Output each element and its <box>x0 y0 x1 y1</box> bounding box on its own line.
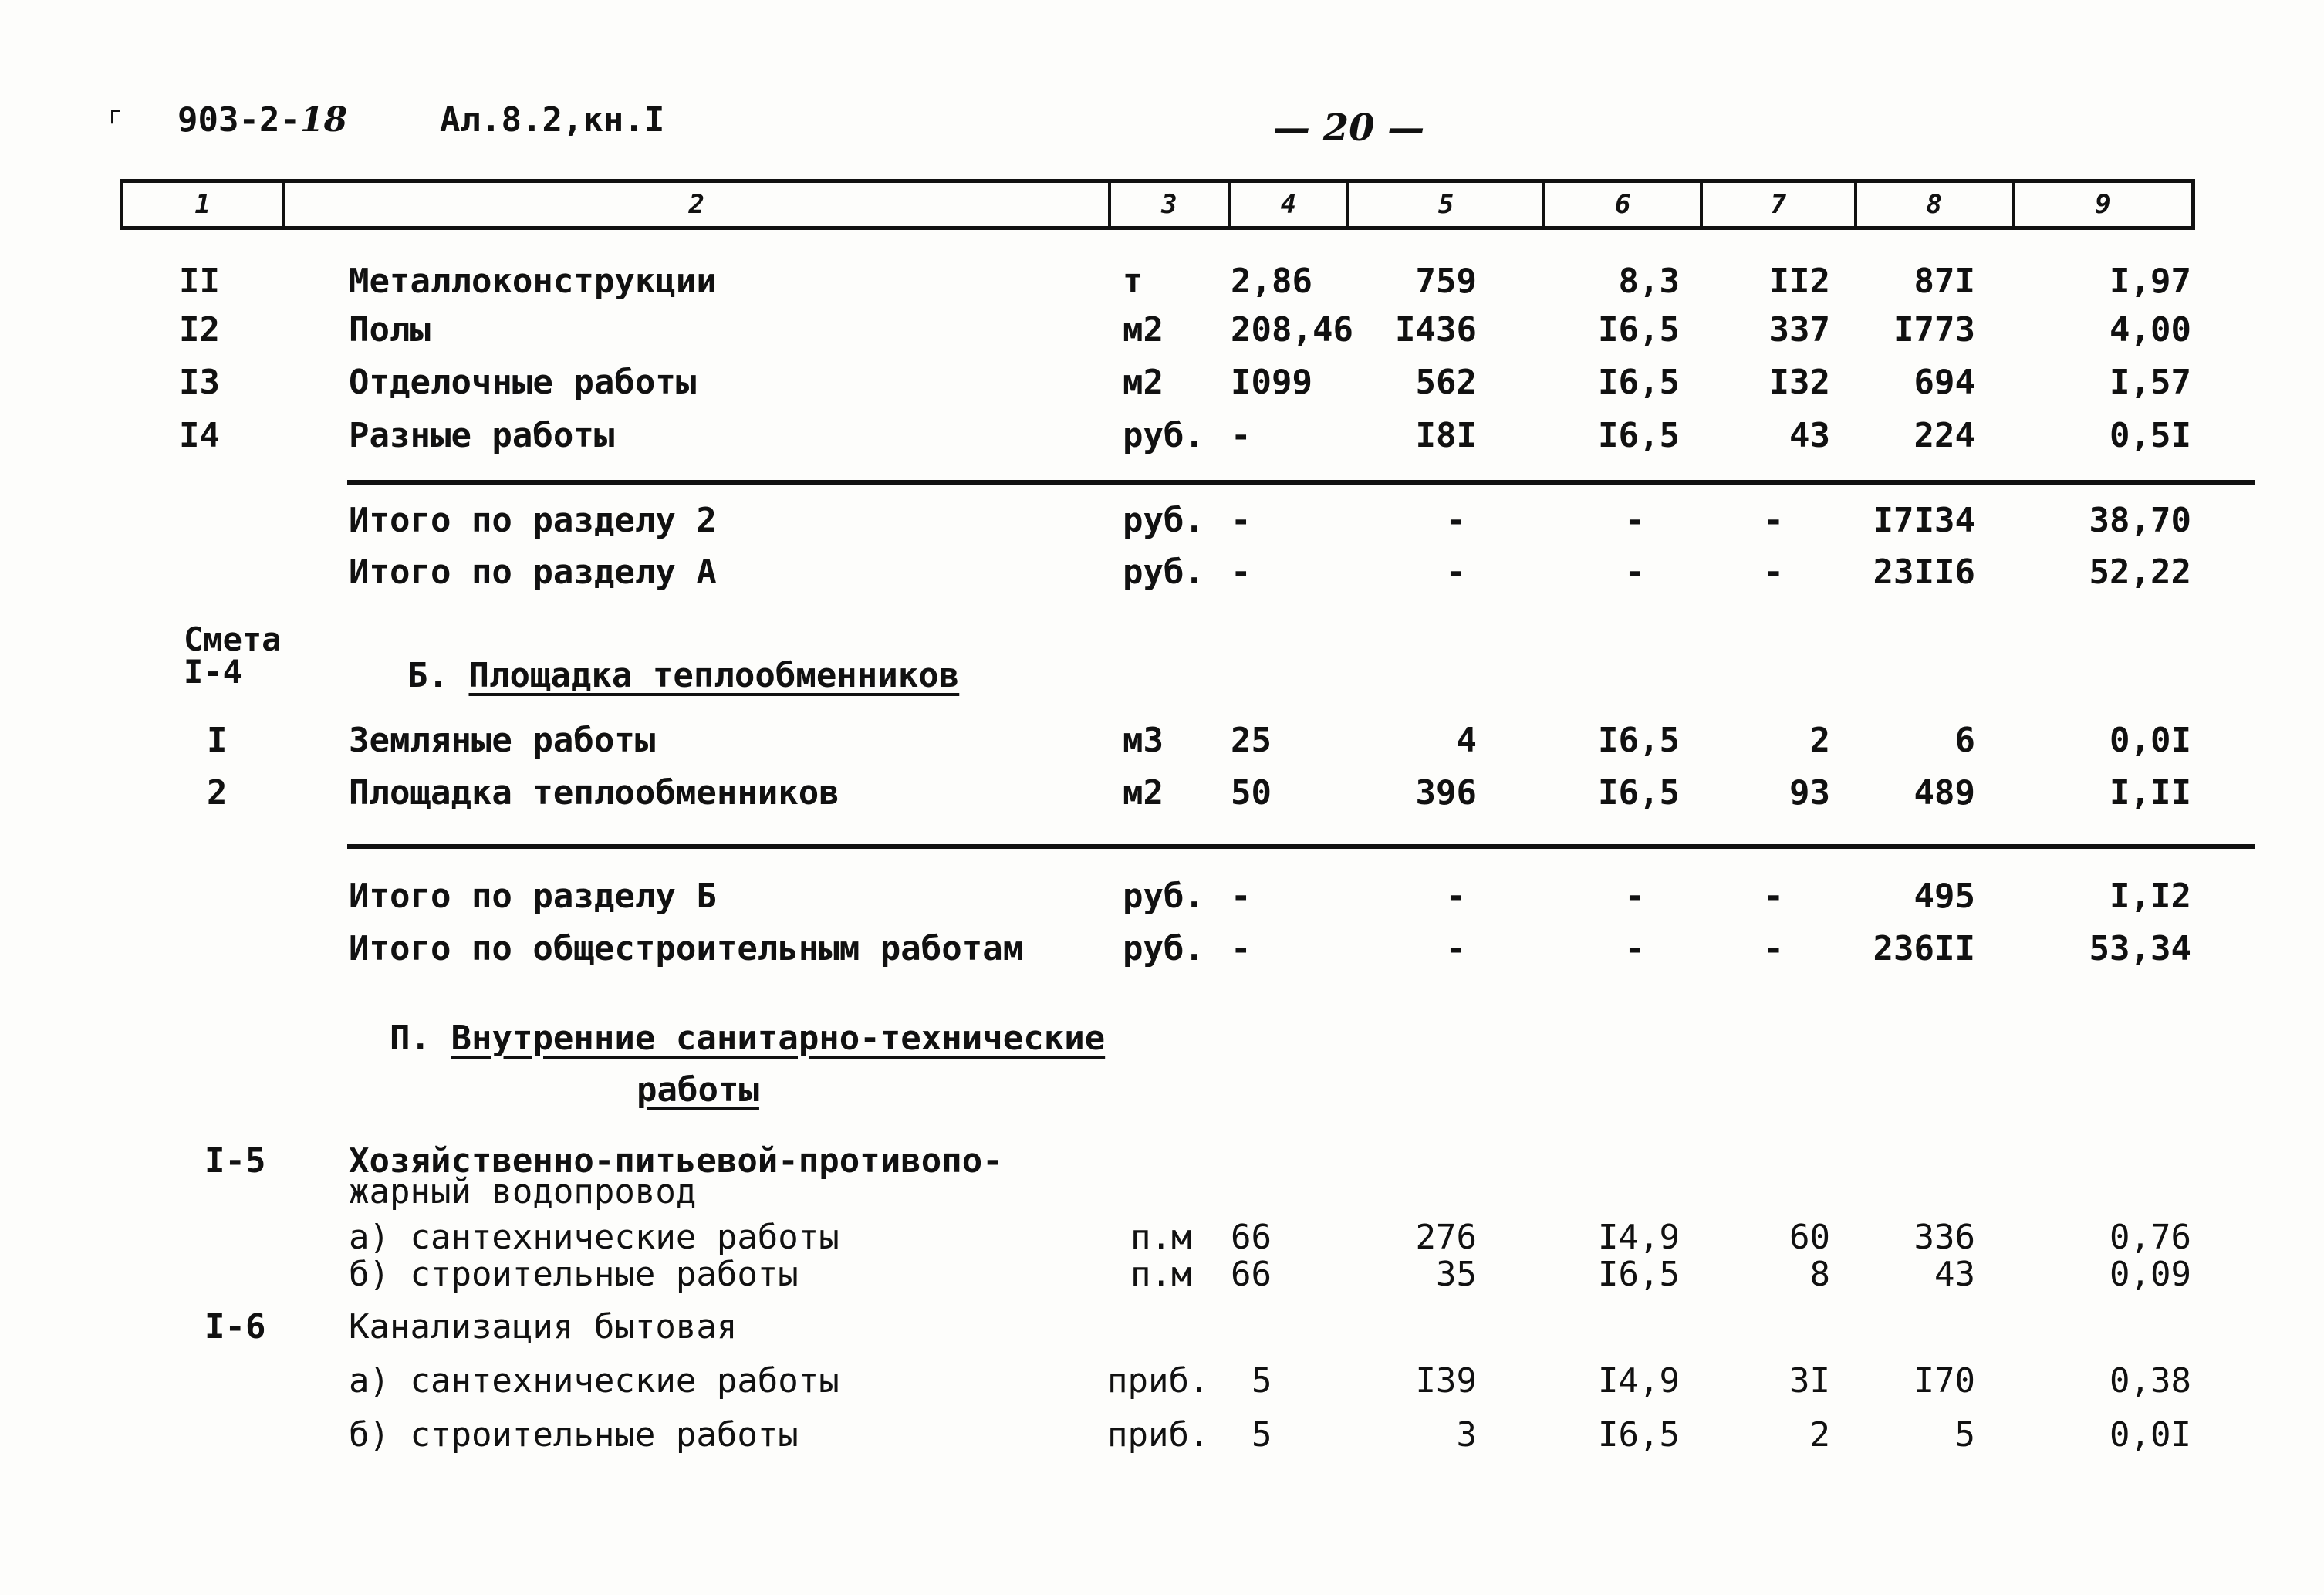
row-col6: I6,5 <box>1598 416 1680 455</box>
item-name-line1: Хозяйственно-питьевой-противопо- <box>349 1141 1003 1181</box>
estimate-reference <box>184 620 282 691</box>
row-number: II <box>179 262 220 301</box>
total-name: Итого по разделу Б <box>349 877 717 916</box>
table-row <box>0 1412 2324 1458</box>
row-col9: I,97 <box>2110 262 2191 301</box>
row-col6: 8,3 <box>1618 262 1680 301</box>
total-col6: - <box>1624 929 1645 968</box>
row-col5: 3 <box>1456 1415 1477 1455</box>
total-col9: I,I2 <box>2110 877 2191 916</box>
table-row <box>0 1256 2324 1303</box>
row-unit: руб. <box>1123 416 1204 455</box>
row-quantity: 25 <box>1231 721 1272 760</box>
estimate-label: Смета <box>184 620 282 658</box>
estimate-number: I-4 <box>184 653 242 691</box>
row-name: а) сантехнические работы <box>349 1218 839 1257</box>
column-header-3: 3 <box>1111 183 1230 226</box>
row-name: Площадка теплообменников <box>349 773 839 813</box>
document-code-prefix: 903-2- <box>177 100 300 140</box>
row-col8: 336 <box>1914 1218 1975 1257</box>
row-col6: I4,9 <box>1598 1361 1680 1401</box>
total-col8: 23II6 <box>1873 553 1975 592</box>
row-col7: II2 <box>1768 262 1830 301</box>
row-col7: 2 <box>1809 721 1830 760</box>
row-col9: 0,09 <box>2110 1255 2191 1294</box>
row-name: Полы <box>349 310 431 350</box>
total-col7: - <box>1763 501 1784 540</box>
item-name: Канализация бытовая <box>349 1307 738 1347</box>
column-header-6: 6 <box>1545 183 1703 226</box>
row-quantity: - <box>1231 416 1252 455</box>
total-col6: - <box>1624 877 1645 916</box>
total-col9: 53,34 <box>2089 929 2191 968</box>
row-col5: 562 <box>1415 363 1477 402</box>
total-unit: руб. <box>1123 929 1204 968</box>
row-number: I3 <box>179 363 220 402</box>
row-col5: 35 <box>1436 1255 1477 1294</box>
total-name: Итого по разделу 2 <box>349 501 717 540</box>
column-header-7: 7 <box>1703 183 1856 226</box>
row-unit: приб. <box>1107 1415 1210 1455</box>
row-unit: приб. <box>1107 1361 1210 1401</box>
row-quantity: I099 <box>1231 363 1312 402</box>
total-col5: - <box>1445 553 1466 592</box>
corner-mark: г <box>108 100 123 130</box>
table-row <box>0 360 2324 406</box>
row-unit: м3 <box>1123 721 1164 760</box>
section-2-prefix: П. <box>390 1019 431 1058</box>
table-row <box>0 413 2324 459</box>
row-col7: I32 <box>1768 363 1830 402</box>
row-col5: 396 <box>1415 773 1477 813</box>
row-col8: I70 <box>1914 1361 1975 1401</box>
row-col8: 489 <box>1914 773 1975 813</box>
row-number: I4 <box>179 416 220 455</box>
total-row <box>0 549 2324 596</box>
row-col7: 60 <box>1789 1218 1830 1257</box>
row-unit: п.м <box>1130 1218 1192 1257</box>
total-quantity: - <box>1231 877 1252 916</box>
page-number: — 20 — <box>1273 106 1425 150</box>
total-row <box>0 926 2324 972</box>
row-col9: 0,38 <box>2110 1361 2191 1401</box>
row-col6: I6,5 <box>1598 363 1680 402</box>
row-col6: I6,5 <box>1598 310 1680 350</box>
item-number: I-6 <box>204 1307 266 1347</box>
column-header-2: 2 <box>285 183 1111 226</box>
row-col9: I,57 <box>2110 363 2191 402</box>
row-quantity: 2,86 <box>1231 262 1312 301</box>
row-col8: 87I <box>1914 262 1975 301</box>
row-col9: 0,5I <box>2110 416 2191 455</box>
row-col9: 0,0I <box>2110 721 2191 760</box>
total-name: Итого по разделу А <box>349 553 717 592</box>
total-quantity: - <box>1231 553 1252 592</box>
row-name: а) сантехнические работы <box>349 1361 839 1401</box>
row-col5: 4 <box>1456 721 1477 760</box>
section-divider <box>347 844 2255 849</box>
section-divider <box>347 480 2255 485</box>
item-heading-continued <box>0 1173 2324 1219</box>
total-col6: - <box>1624 553 1645 592</box>
total-quantity: - <box>1231 501 1252 540</box>
total-col5: - <box>1445 877 1466 916</box>
item-heading <box>0 1304 2324 1350</box>
row-col8: 5 <box>1954 1415 1975 1455</box>
column-header-9: 9 <box>2095 189 2111 220</box>
total-name: Итого по общестроительным работам <box>349 929 1024 968</box>
total-quantity: - <box>1231 929 1252 968</box>
table-row <box>0 770 2324 816</box>
section-b-name: Площадка теплообменников <box>468 656 960 695</box>
row-col8: 43 <box>1934 1255 1975 1294</box>
table-row <box>0 1358 2324 1404</box>
row-col8: 6 <box>1954 721 1975 760</box>
row-name: Земляные работы <box>349 721 656 760</box>
column-header-8: 8 <box>1857 183 2015 226</box>
total-unit: руб. <box>1123 553 1204 592</box>
row-unit: м2 <box>1123 310 1164 350</box>
row-col7: 93 <box>1789 773 1830 813</box>
item-name-line2: жарный водопровод <box>349 1172 697 1211</box>
row-col9: 0,0I <box>2110 1415 2191 1455</box>
row-col5: I436 <box>1395 310 1477 350</box>
row-unit: п.м <box>1130 1255 1192 1294</box>
row-number: I2 <box>179 310 220 350</box>
section-2-title-line1: Внутренние санитарно-технические <box>451 1019 1106 1058</box>
row-unit: т <box>1123 262 1143 301</box>
total-col7: - <box>1763 877 1784 916</box>
column-header-1: 1 <box>123 183 285 226</box>
row-col8: 224 <box>1914 416 1975 455</box>
row-quantity: 208,46 <box>1231 310 1353 350</box>
total-col8: 236II <box>1873 929 1975 968</box>
row-col7: 43 <box>1789 416 1830 455</box>
row-number: 2 <box>207 773 228 813</box>
row-col5: I39 <box>1415 1361 1477 1401</box>
row-unit: м2 <box>1123 773 1164 813</box>
total-col8: I7I34 <box>1873 501 1975 540</box>
row-col5: 759 <box>1415 262 1477 301</box>
row-name: Металлоконструкции <box>349 262 717 301</box>
row-quantity: 5 <box>1252 1361 1272 1401</box>
table-row <box>0 307 2324 353</box>
row-quantity: 66 <box>1231 1218 1272 1257</box>
row-col8: I773 <box>1893 310 1975 350</box>
row-name: Отделочные работы <box>349 363 697 402</box>
table-row <box>0 718 2324 764</box>
album-reference: Ал.8.2,кн.I <box>440 100 665 140</box>
total-unit: руб. <box>1123 501 1204 540</box>
row-col6: I6,5 <box>1598 721 1680 760</box>
table-row <box>0 259 2324 305</box>
item-number: I-5 <box>204 1141 266 1181</box>
total-col6: - <box>1624 501 1645 540</box>
section-2-title-line2: работы <box>637 1070 759 1110</box>
row-quantity: 50 <box>1231 773 1272 813</box>
document-code-suffix: 18 <box>299 100 348 140</box>
column-header-4: 4 <box>1231 183 1349 226</box>
row-name: Разные работы <box>349 416 615 455</box>
row-col6: I6,5 <box>1598 1415 1680 1455</box>
section-b-title <box>407 654 959 698</box>
total-col8: 495 <box>1914 877 1975 916</box>
row-quantity: 66 <box>1231 1255 1272 1294</box>
row-unit: м2 <box>1123 363 1164 402</box>
row-quantity: 5 <box>1252 1415 1272 1455</box>
total-col9: 38,70 <box>2089 501 2191 540</box>
total-col5: - <box>1445 501 1466 540</box>
row-col6: I6,5 <box>1598 1255 1680 1294</box>
section-b-prefix: Б. <box>407 656 448 695</box>
row-col7: 337 <box>1768 310 1830 350</box>
section-2-title <box>390 1017 1105 1060</box>
row-col7: 8 <box>1809 1255 1830 1294</box>
row-number: I <box>207 721 228 760</box>
row-col9: I,II <box>2110 773 2191 813</box>
total-col7: - <box>1763 553 1784 592</box>
row-name: б) строительные работы <box>349 1415 799 1455</box>
row-col6: I4,9 <box>1598 1218 1680 1257</box>
total-col9: 52,22 <box>2089 553 2191 592</box>
row-col7: 2 <box>1809 1415 1830 1455</box>
total-row <box>0 498 2324 544</box>
row-col5: 276 <box>1415 1218 1477 1257</box>
row-col7: 3I <box>1789 1361 1830 1401</box>
row-col9: 4,00 <box>2110 310 2191 350</box>
row-name: б) строительные работы <box>349 1255 799 1294</box>
column-header-5: 5 <box>1349 183 1545 226</box>
row-col8: 694 <box>1914 363 1975 402</box>
total-col7: - <box>1763 929 1784 968</box>
row-col5: I8I <box>1415 416 1477 455</box>
total-unit: руб. <box>1123 877 1204 916</box>
total-row <box>0 874 2324 920</box>
section-2-title-continued <box>637 1069 759 1112</box>
row-col6: I6,5 <box>1598 773 1680 813</box>
row-col9: 0,76 <box>2110 1218 2191 1257</box>
total-col5: - <box>1445 929 1466 968</box>
